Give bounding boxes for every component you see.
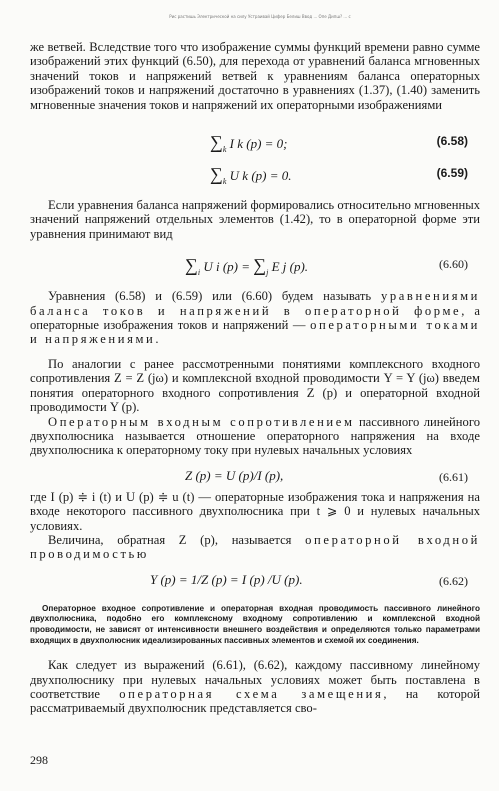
page-number: 298: [30, 753, 48, 767]
term-operator-input-impedance: Операторным входным сопротивлением: [48, 414, 355, 429]
paragraph-8: Как следует из выражений (6.61), (6.62), каждому пассивному линейному двухполюснику при нулевых начальных условиях может быть поставлена в соответствие операторная схема замещения, на которой рассматриваемый двухполюсник представляется сво-: [30, 658, 480, 716]
sum-symbol: ∑: [210, 132, 223, 153]
library-stamp: Рис растишь Электрической на силу Устраивай Цифер Белиш Ввод ... Опе Дипш? ... с: [169, 14, 351, 19]
equation-number: (6.61): [439, 469, 468, 484]
equation-6-61: [30, 464, 480, 490]
paragraph-6: где I (p) ≑ i (t) и U (p) ≑ u (t) — операторные изображения тока и напряжения на входе некоторого пассивного двухполюсника при t ⩾ 0 и нулевых начальных условиях.: [30, 489, 480, 533]
paragraph-1: же ветвей. Вследствие того что изображение суммы функций времени равно сумме изображений этих функций (6.50), для перехода от уравнений баланса мгновенных значений токов и напряжений ветвей к уравнениям баланса операторных изображений токов и напряжений достаточно в уравнениях (1.37), (1.40) заменить мгновенные значения токов и напряжений их операторными изображениями: [30, 40, 480, 112]
equation-6-58: $\sum_k$ I k (p) = 0; (6.58): [210, 132, 468, 155]
paragraph-7: Величина, обратная Z (p), называется операторной входной проводимостью: [30, 532, 480, 562]
equation-6-60: $\sum_i$ U i $(p) = \sum_j$ E j (p). (6.60): [185, 255, 468, 278]
sum-symbol: ∑: [210, 164, 223, 185]
paragraph-3: Уравнения (6.58) и (6.59) или (6.60) будем называть уравнениями баланса токов и напряжений в операторной форме, а операторные изображения токов и напряжений — операторными токами и напряжениями.: [30, 289, 480, 347]
term-balance-equations: уравнениями баланса токов и напряжений в операторной форме: [30, 289, 480, 318]
equation-number: (6.58): [436, 134, 468, 149]
equation-expression: I k (p) = 0;: [229, 136, 288, 152]
highlighted-note: Операторное входное сопротивление и операторная входная проводимость пассивного линейного двухполюсника, подобно его комплексному входному сопротивлению и комплексной входной проводимости, не зависят от интенсивности внешнего воздействия и определяются только параметрами входящих в двухполюсник идеализированных пассивных элементов и схемой их соединения.: [30, 603, 480, 645]
equation-number: (6.59): [436, 166, 468, 181]
term-operator-equivalent-circuit: операторная схема замещения: [119, 686, 384, 701]
equation-6-62: [30, 568, 480, 594]
paragraph-2: Если уравнения баланса напряжений формировались относительно мгновенных значений напряжений отдельных элементов (1.42), то в операторной форме эти уравнения принимают вид: [30, 198, 480, 241]
equation-6-59: $\sum_k$ U k (p) = 0. (6.59): [210, 164, 468, 187]
paragraph-4: По аналогии с ранее рассмотренными понятиями комплексного входного сопротивления Z = Z (jω) и комплексной входной проводимости Y = Y (jω) введем понятия операторного входного сопротивления Z (p) и операторной входной проводимости Y (p).: [30, 356, 480, 415]
equation-number: (6.60): [439, 257, 468, 272]
paragraph-5: Операторным входным сопротивлением пассивного линейного двухполюсника называется отношение операторного напряжения на входе двухполюсника к операторному току при нулевых начальных условиях: [30, 414, 480, 458]
term-operator-input-admittance: операторной входной проводимостью: [30, 532, 480, 562]
equation-expression: Z (p) = U (p)/I (p),: [185, 467, 284, 483]
main-text: [30, 40, 480, 716]
equation-number: (6.62): [439, 573, 468, 588]
term-operator-currents: операторными токами и напряжениями: [30, 318, 480, 347]
equation-expression: U k (p) = 0.: [229, 168, 292, 184]
equation-expression: Y (p) = 1/Z (p) = I (p) /U (p).: [150, 571, 303, 587]
